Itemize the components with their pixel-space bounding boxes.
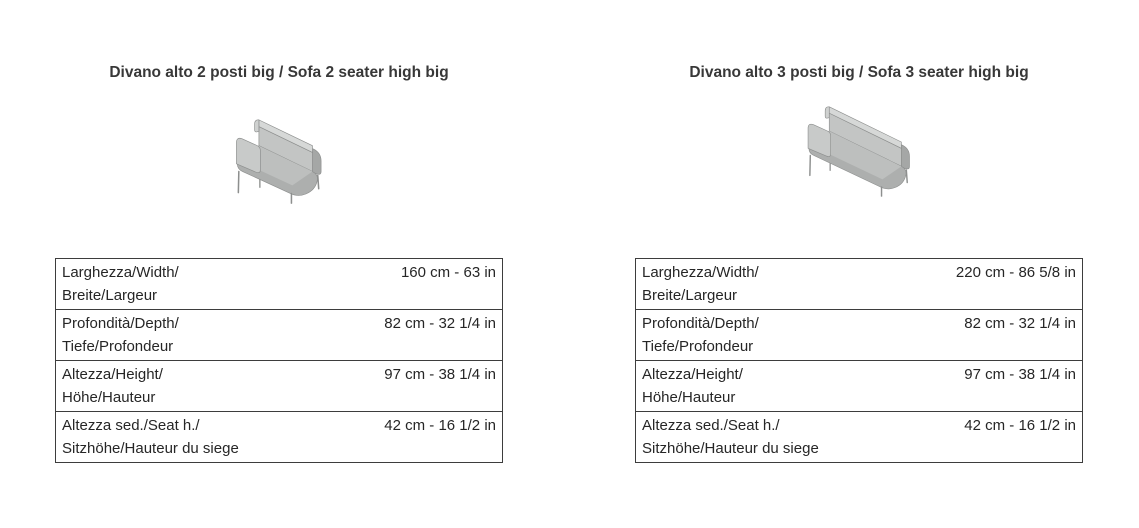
- spec-value: 82 cm - 32 1/4 in: [964, 314, 1076, 332]
- sofa-2-seater-isometric-icon: [232, 117, 326, 205]
- spec-label-primary: Profondità/Depth/: [62, 314, 179, 332]
- spec-label-secondary: Tiefe/Profondeur: [62, 337, 174, 355]
- product-panel-3-seater: [635, 0, 1083, 528]
- spec-value: 97 cm - 38 1/4 in: [384, 365, 496, 383]
- spec-table-3-seater: [635, 258, 1083, 463]
- spec-label-secondary: Höhe/Hauteur: [642, 388, 736, 406]
- spec-label-secondary: Sitzhöhe/Hauteur du siege: [62, 439, 239, 457]
- spec-value: 42 cm - 16 1/2 in: [964, 416, 1076, 434]
- spec-row-height: [56, 361, 502, 412]
- spec-row-depth: [56, 310, 502, 361]
- spec-label-primary: Altezza/Height/: [642, 365, 743, 383]
- spec-label-secondary: Breite/Largeur: [62, 286, 158, 304]
- spec-value: 42 cm - 16 1/2 in: [384, 416, 496, 434]
- spec-value: 97 cm - 38 1/4 in: [964, 365, 1076, 383]
- spec-row-width: [636, 259, 1082, 310]
- spec-value: 82 cm - 32 1/4 in: [384, 314, 496, 332]
- spec-label-primary: Altezza sed./Seat h./: [642, 416, 780, 434]
- spec-label-secondary: Höhe/Hauteur: [62, 388, 156, 406]
- spec-row-height: [636, 361, 1082, 412]
- product-panel-2-seater: [55, 0, 503, 528]
- product-title-3-seater: Divano alto 3 posti big / Sofa 3 seater high big: [689, 63, 1029, 81]
- spec-label-primary: Larghezza/Width/: [62, 263, 179, 281]
- sofa-3-seater-figure: [635, 104, 1083, 198]
- spec-label-secondary: Breite/Largeur: [642, 286, 738, 304]
- sofa-2-seater-figure: [55, 117, 503, 205]
- spec-label-primary: Profondità/Depth/: [642, 314, 759, 332]
- spec-label-primary: Altezza sed./Seat h./: [62, 416, 200, 434]
- spec-label-secondary: Sitzhöhe/Hauteur du siege: [642, 439, 819, 457]
- spec-label-primary: Larghezza/Width/: [642, 263, 759, 281]
- spec-value: 160 cm - 63 in: [400, 263, 496, 281]
- spec-row-width: [56, 259, 502, 310]
- spec-label-secondary: Tiefe/Profondeur: [642, 337, 754, 355]
- spec-row-seat-height: [636, 412, 1082, 462]
- spec-row-depth: [636, 310, 1082, 361]
- product-title-2-seater: Divano alto 2 posti big / Sofa 2 seater high big: [109, 63, 449, 81]
- spec-value: 220 cm - 86 5/8 in: [955, 263, 1076, 281]
- sofa-3-seater-isometric-icon: [804, 104, 914, 198]
- spec-row-seat-height: [56, 412, 502, 462]
- spec-label-primary: Altezza/Height/: [62, 365, 163, 383]
- spec-table-2-seater: [55, 258, 503, 463]
